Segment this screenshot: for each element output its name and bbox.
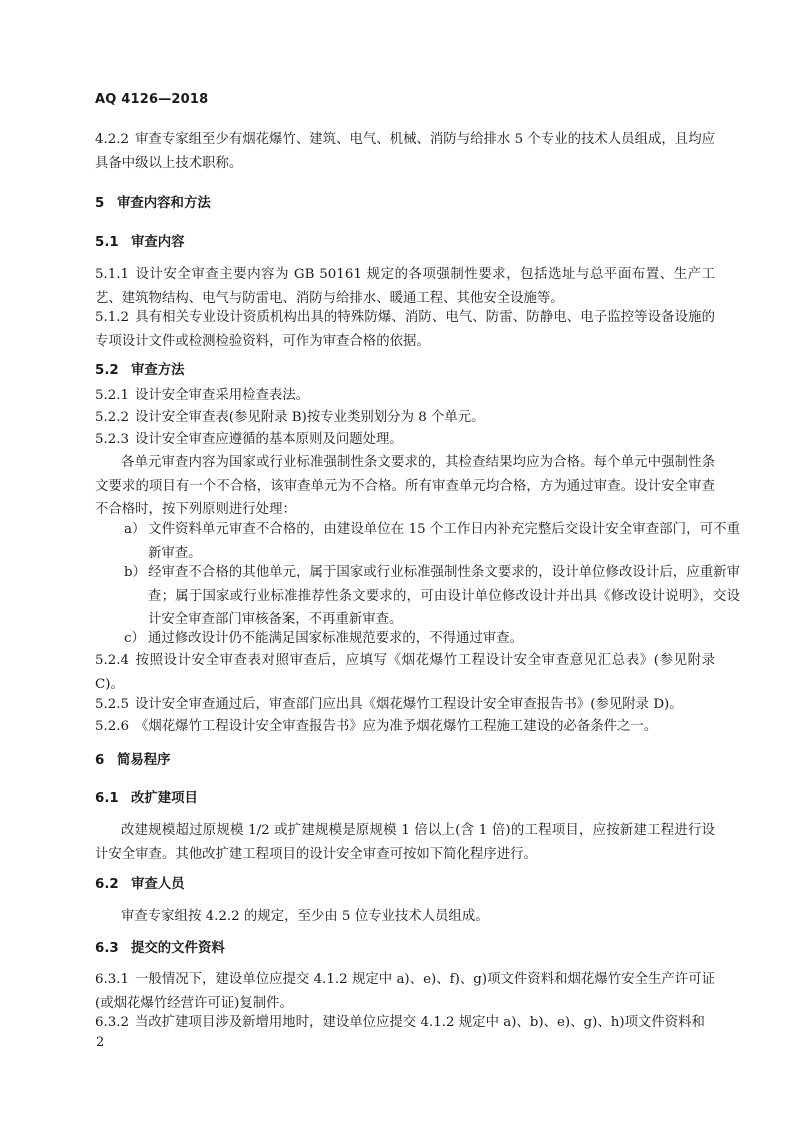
section-title: 审查内容和方法 [117, 196, 211, 211]
section-number: 6 [95, 753, 105, 768]
section-number: 5.2 [95, 363, 119, 378]
clause-4-2-2 [95, 128, 715, 175]
clause-6-3-1 [95, 968, 715, 1015]
section-number: 5 [95, 196, 105, 211]
clause-text: 具有相关专业设计资质机构出具的特殊防爆、消防、电气、防雷、防静电、电子监控等设备设施的专项设计文件或检测检验资料，可作为审查合格的依据。 [95, 310, 715, 349]
standard-code: AQ 4126—2018 [95, 92, 209, 107]
clause-number: 5.2.4 [95, 653, 130, 668]
section-6-2-heading [95, 873, 715, 897]
clause-number: 5.1.2 [95, 310, 130, 325]
section-5-1-heading [95, 231, 715, 255]
clause-5-2-3 [95, 428, 715, 452]
section-5-heading [95, 192, 715, 216]
clause-5-2-6 [95, 715, 715, 739]
clause-5-2-2 [95, 406, 715, 430]
section-6-heading [95, 749, 715, 773]
clause-number: 6.3.2 [95, 1015, 130, 1030]
section-number: 6.2 [95, 877, 119, 892]
clause-text: 设计安全审查应遵循的基本原则及问题处理。 [135, 432, 403, 447]
section-title: 审查人员 [131, 877, 185, 892]
clause-number: 5.2.1 [95, 388, 130, 403]
section-6-1-heading [95, 787, 715, 811]
clause-5-1-1 [95, 263, 715, 310]
clause-number: 5.2.3 [95, 432, 130, 447]
clause-text: 《烟花爆竹工程设计安全审查报告书》应为准予烟花爆竹工程施工建设的必备条件之一。 [135, 719, 658, 734]
clause-number: 5.2.5 [95, 697, 130, 712]
section-number: 6.3 [95, 941, 119, 956]
clause-text: 设计安全审查通过后，审查部门应出具《烟花爆竹工程设计安全审查报告书》(参见附录 D)。 [135, 697, 683, 712]
list-label: a） [124, 522, 146, 537]
clause-number: 5.2.6 [95, 719, 130, 734]
section-title: 审查内容 [131, 235, 185, 250]
list-item-a [124, 518, 740, 565]
clause-text: 按照设计安全审查表对照审查后，应填写《烟花爆竹工程设计安全审查意见汇总表》(参见附录C)。 [95, 653, 715, 692]
clause-5-2-4 [95, 649, 715, 696]
list-text: 通过修改设计仍不能满足国家标准规范要求的，不得通过审查。 [148, 631, 523, 646]
paragraph-6-1-body: 改建规模超过原规模 1/2 或扩建规模是原规模 1 倍以上(含 1 倍)的工程项目，应按新建工程进行设计安全审查。其他改扩建工程项目的设计安全审查可按如下简化程序进行。 [95, 823, 715, 862]
clause-text: 设计安全审查表(参见附录 B)按专业类别划分为 8 个单元。 [135, 410, 485, 425]
section-6-3-heading [95, 937, 715, 961]
clause-number: 5.2.2 [95, 410, 130, 425]
clause-text: 一般情况下，建设单位应提交 4.1.2 规定中 a)、e)、f)、g)项文件资料和烟花爆竹安全生产许可证(或烟花爆竹经营许可证)复制件。 [95, 972, 715, 1011]
clause-number: 4.2.2 [95, 132, 130, 147]
clause-text: 当改扩建项目涉及新增用地时，建设单位应提交 4.1.2 规定中 a)、b)、e)、g)、h)项文件资料和 [135, 1015, 705, 1030]
clause-text: 设计安全审查主要内容为 GB 50161 规定的各项强制性要求，包括选址与总平面布置、生产工艺、建筑物结构、电气与防雷电、消防与给排水、暖通工程、其他安全设施等。 [95, 267, 715, 306]
clause-number: 5.1.1 [95, 267, 130, 282]
list-item-b [124, 561, 740, 632]
list-text: 经审查不合格的其他单元，属于国家或行业标准强制性条文要求的，设计单位修改设计后，应重新审查；属于国家或行业标准推荐性条文要求的，可由设计单位修改设计并出具《修改设计说明》，交设计安全审查部门审核备案，不再重新审查。 [148, 565, 740, 627]
clause-6-3-2 [95, 1011, 715, 1035]
clause-text: 审查专家组至少有烟花爆竹、建筑、电气、机械、消防与给排水 5 个专业的技术人员组成，且均应具备中级以上技术职称。 [95, 132, 715, 171]
clause-5-2-1 [95, 384, 715, 408]
paragraph-6-2-body: 审查专家组按 4.2.2 的规定，至少由 5 位专业技术人员组成。 [121, 909, 489, 924]
section-5-2-heading [95, 359, 715, 383]
section-number: 5.1 [95, 235, 119, 250]
list-text: 文件资料单元审查不合格的，由建设单位在 15 个工作日内补充完整后交设计安全审查部门，可不重新审查。 [148, 522, 740, 561]
section-title: 简易程序 [117, 753, 171, 768]
section-title: 审查方法 [131, 363, 185, 378]
clause-5-1-2 [95, 306, 715, 353]
section-number: 6.1 [95, 791, 119, 806]
section-title: 提交的文件资料 [131, 941, 225, 956]
list-item-c [124, 627, 740, 651]
list-label: c） [124, 631, 145, 646]
section-title: 改扩建项目 [131, 791, 198, 806]
list-label: b） [124, 565, 146, 580]
page-number: 2 [96, 1035, 105, 1050]
clause-5-2-5 [95, 693, 715, 717]
paragraph-5-2-3-body: 各单元审查内容为国家或行业标准强制性条文要求的，其检查结果均应为合格。每个单元中强制性条文要求的项目有一个不合格，该审查单元为不合格。所有审查单元均合格，方为通过审查。设计安全审查不合格时，按下列原则进行处理： [95, 455, 715, 517]
clause-number: 6.3.1 [95, 972, 130, 987]
clause-text: 设计安全审查采用检查表法。 [135, 388, 310, 403]
